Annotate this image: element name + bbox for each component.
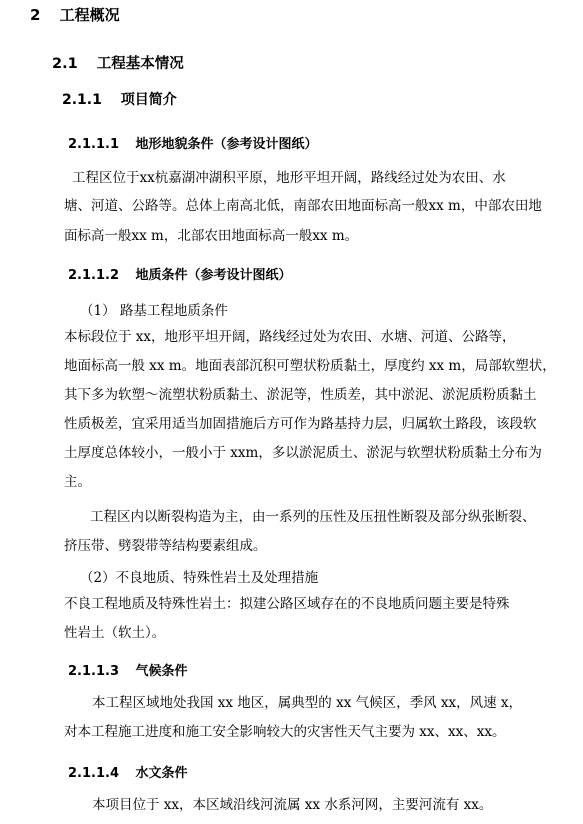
heading-2-1 [52,52,184,73]
section-number: 2.1 [52,56,78,72]
paragraph-line: 工程区内以断裂构造为主，由一系列的压性及压扭性断裂及部分纵张断裂、 [90,509,536,525]
paragraph-line: 地面标高一般 xx m。地面表部沉积可塑状粉质黏土，厚度约 xx m，局部软塑状， [64,358,556,374]
paragraph-line: 主。 [64,474,91,490]
heading-2-1-1-2 [68,264,292,283]
heading-2-1-1 [62,89,177,109]
paragraph-line: 其下多为软塑～流塑状粉质黏土、淤泥等，性质差，其中淤泥、淤泥质粉质黏土 [64,387,537,403]
paragraph-line: 土厚度总体较小，一般小于 xxm，多以淤泥质土、淤泥与软塑状粉质黏土分布为 [64,445,542,461]
heading-2 [30,4,120,25]
section-title: 气候条件 [135,664,188,679]
section-number: 2.1.1.1 [68,137,119,152]
paragraph-line: 对本工程施工进度和施工安全影响较大的灾害性天气主要为 xx、xx、xx。 [64,724,506,740]
section-number: 2 [30,6,41,24]
subsection-label: （2）不良地质、特殊性岩土及处理措施 [80,570,319,586]
heading-2-1-1-4 [68,762,188,781]
section-number: 2.1.1.4 [68,766,119,781]
heading-2-1-1-3 [68,660,188,679]
paragraph-line: 本项目位于 xx，本区域沿线河流属 xx 水系河网，主要河流有 xx。 [92,797,493,813]
section-number: 2.1.1.2 [68,268,119,283]
paragraph-line: 不良工程地质及特殊性岩土：拟建公路区域存在的不良地质问题主要是特殊 [64,596,510,612]
section-title: 项目简介 [120,92,177,108]
section-title: 地形地貌条件（参考设计图纸） [135,137,318,152]
section-title: 水文条件 [135,766,188,781]
section-title: 地质条件（参考设计图纸） [135,268,292,283]
paragraph-line: 性质极差，宜采用适当加固措施后方可作为路基持力层，归属软土路段，该段软 [64,416,537,432]
paragraph-line: 本标段位于 xx，地形平坦开阔，路线经过处为农田、水塘、河道、公路等， [64,329,516,345]
subsection-label: （1） 路基工程地质条件 [80,303,228,319]
paragraph-line: 面标高一般xx m，北部农田地面标高一般xx m。 [64,228,359,244]
paragraph-line: 工程区位于xx杭嘉湖冲湖积平原，地形平坦开阔，路线经过处为农田、水 [72,170,506,186]
section-title: 工程概况 [59,6,120,24]
paragraph-line: 本工程区域地处我国 xx 地区，属典型的 xx 气候区，季风 xx，风速 x， [92,695,523,711]
section-title: 工程基本情况 [96,56,184,72]
heading-2-1-1-1 [68,133,318,152]
paragraph-line: 性岩土（软土）。 [64,625,166,641]
section-number: 2.1.1 [62,92,102,108]
paragraph-line: 挤压带、劈裂带等结构要素组成。 [64,538,267,554]
section-number: 2.1.1.3 [68,664,119,679]
paragraph-line: 塘、河道、公路等。总体上南高北低，南部农田地面标高一般xx m，中部农田地 [64,198,542,214]
